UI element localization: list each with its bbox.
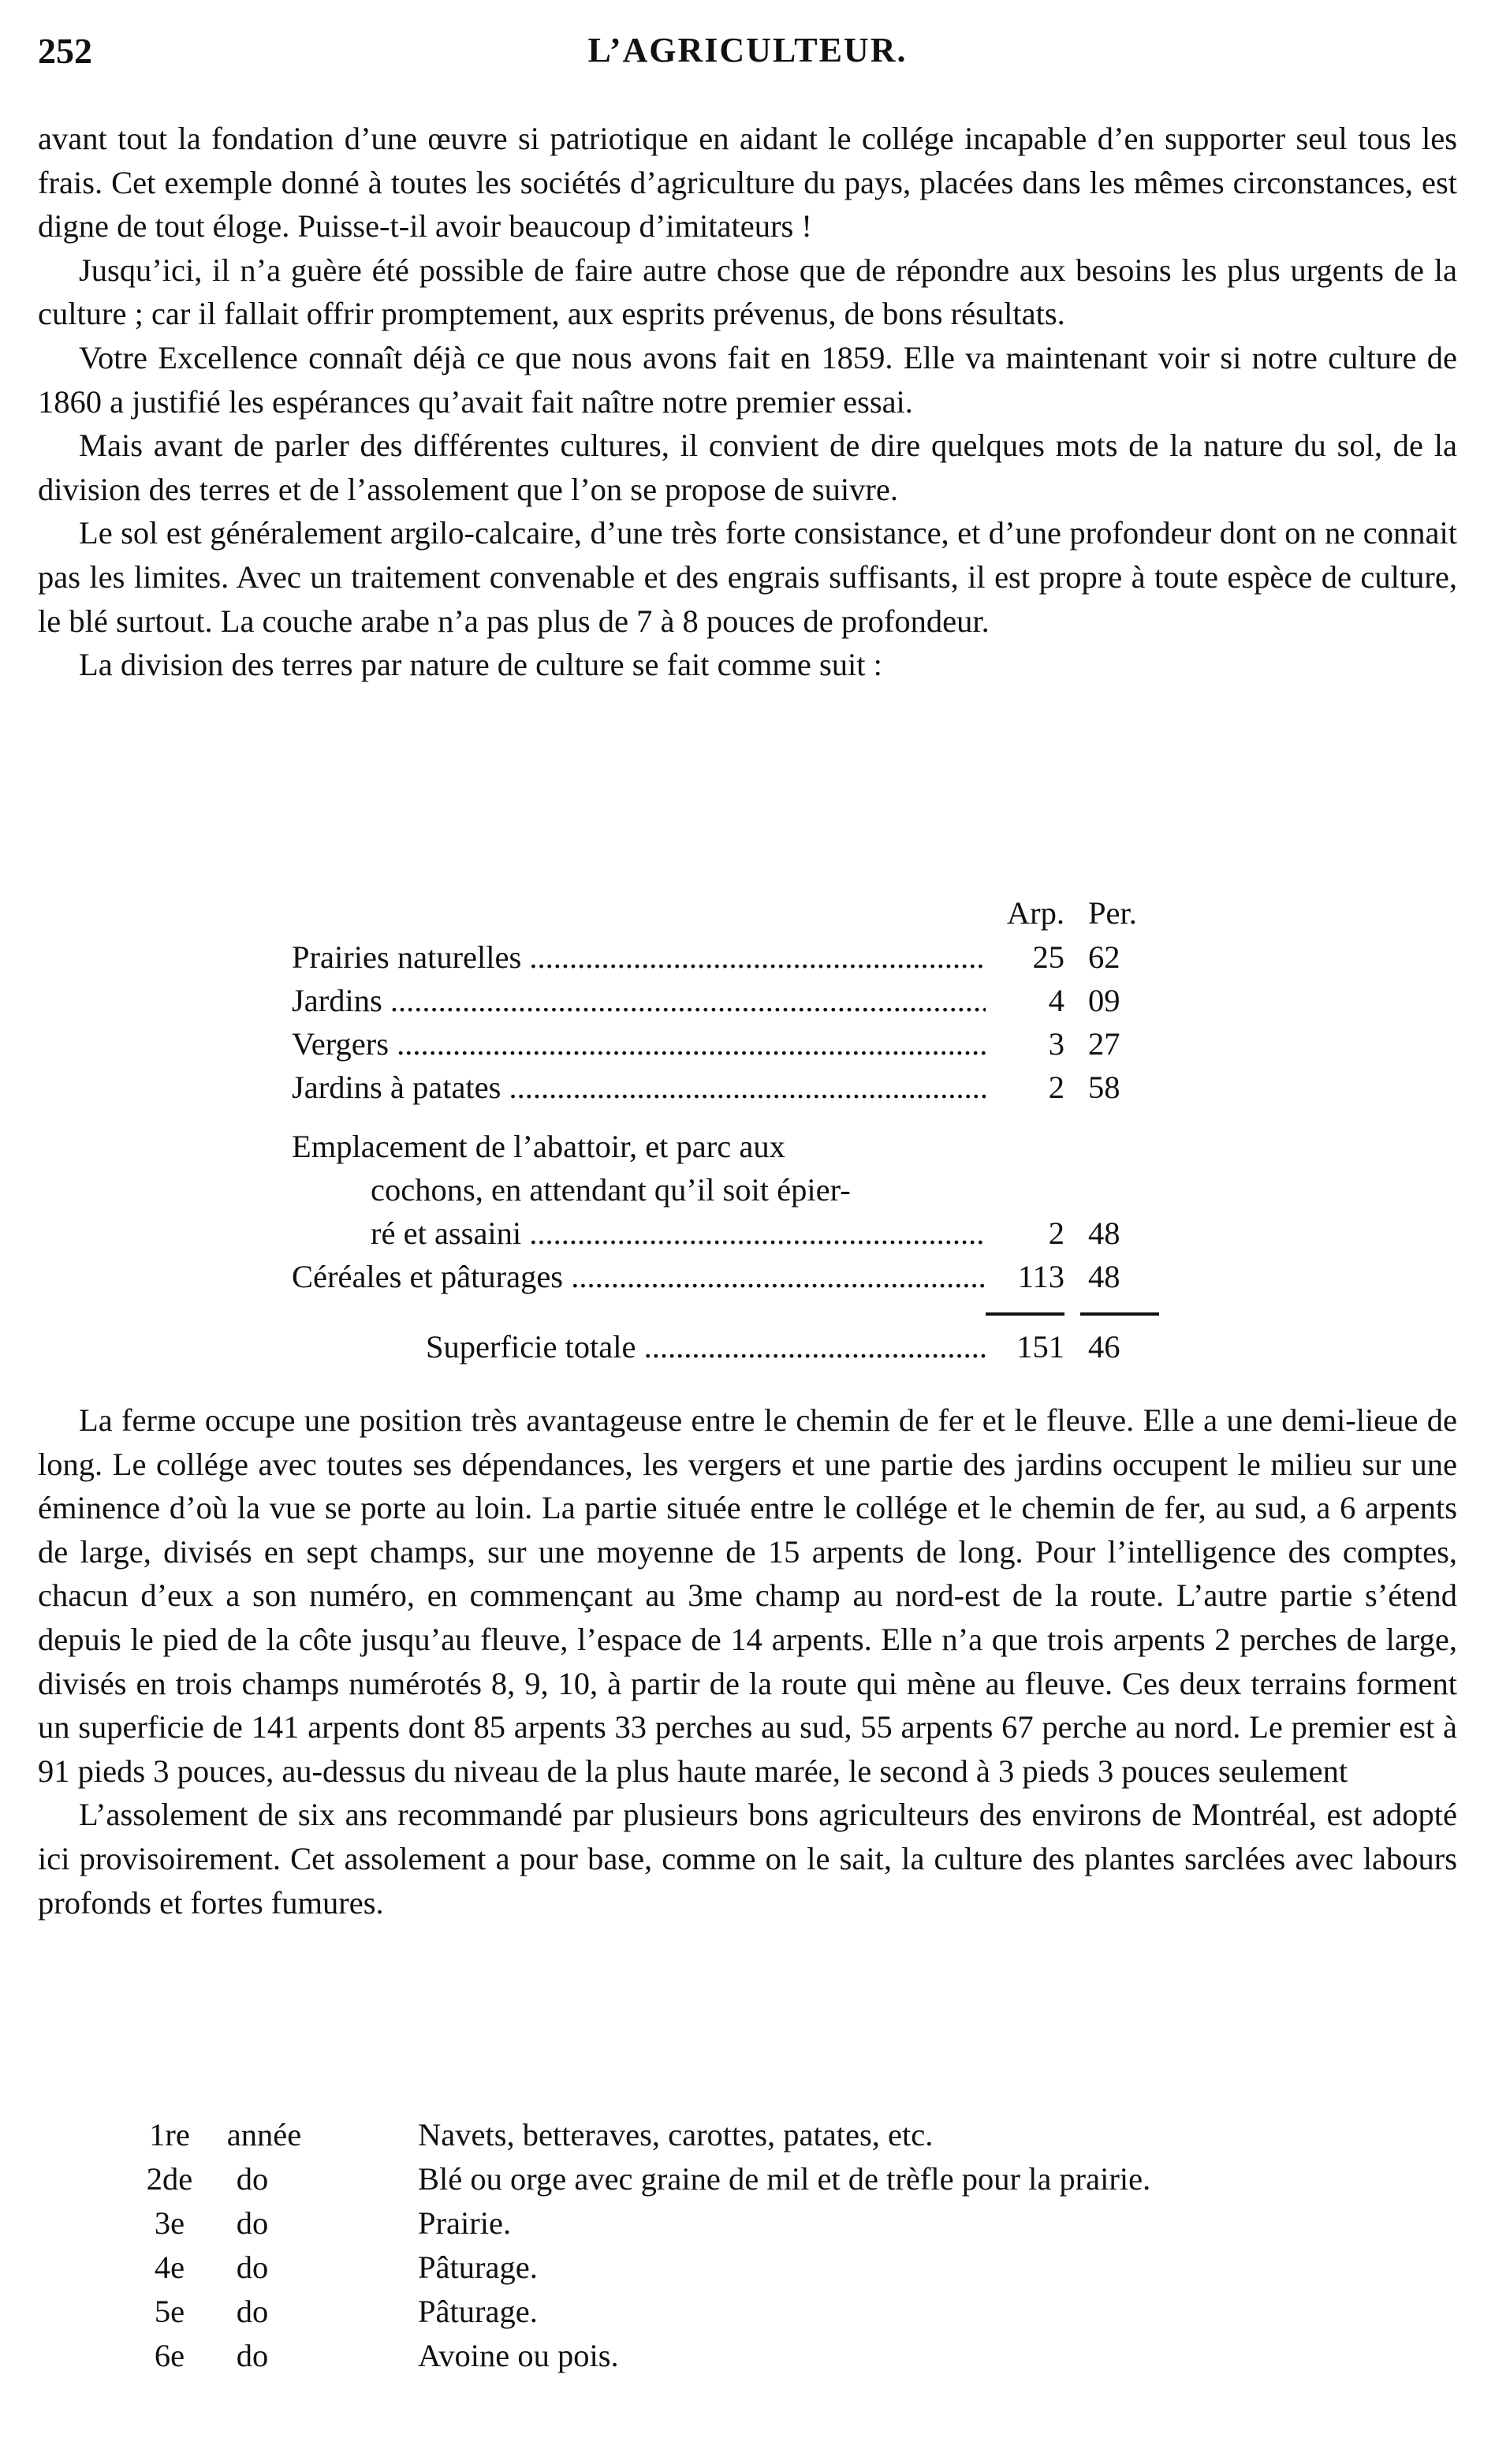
row-perches: 58 — [1088, 1070, 1120, 1105]
row-arpents: 2 — [1048, 1070, 1064, 1105]
table-header — [292, 894, 1167, 939]
paragraph: Votre Excellence connaît déjà ce que nous avons fait en 1859. Elle va maintenant voir si notre culture de 1860 a justifié les espérances qu’avait fait naître notre premier essai. — [38, 339, 1457, 420]
ditto-mark: do — [236, 2161, 269, 2197]
crop-description: Pâturage. — [418, 2294, 538, 2329]
paragraph: Jusqu’ici, il n’a guère été possible de faire autre chose que de répondre aux besoins les plus urgents de la culture ; car il fallait offrir promptement, aux esprits prévenus, de bons résultats. — [38, 252, 1457, 332]
row-label: ré et assaini ..... — [292, 1215, 986, 1252]
paragraph: La division des terres par nature de culture se fait comme suit : — [79, 647, 882, 683]
row-arpents: 25 — [1032, 939, 1064, 975]
list-item — [126, 2116, 1467, 2160]
row-arpents: 113 — [1017, 1259, 1064, 1294]
column-header-arpents: Arp. — [1006, 895, 1064, 931]
list-item — [126, 2249, 1467, 2293]
row-arpents: 3 — [1048, 1026, 1064, 1062]
table-row — [292, 1069, 1167, 1112]
sum-rule — [1080, 1312, 1159, 1316]
row-label: Céréales et pâturages ..... — [292, 1258, 986, 1295]
column-header-perches: Per. — [1088, 895, 1137, 931]
page-header — [38, 30, 1457, 85]
paragraph: avant tout la fondation d’une œuvre si patriotique en aidant le collége incapable d’en supporter seul tous les frais. Cet exemple donné à toutes les sociétés d’agriculture du pays, placées dans les mêmes circonstances, est digne de tout éloge. Puisse-t-il avoir beaucoup d’imitateurs ! — [38, 121, 1457, 245]
year-ordinal: 1re — [149, 2117, 190, 2152]
crop-description: Pâturage. — [418, 2249, 538, 2285]
table-row — [292, 939, 1167, 982]
crop-description: Prairie. — [418, 2205, 512, 2241]
list-item — [126, 2337, 1467, 2381]
row-label: cochons, en attendant qu’il soit épier- — [371, 1172, 851, 1208]
list-item — [126, 2160, 1467, 2205]
table-row — [292, 1025, 1167, 1069]
ditto-mark: do — [236, 2205, 269, 2241]
row-perches: 09 — [1088, 983, 1120, 1018]
year-ordinal: 5e — [154, 2294, 185, 2329]
ditto-mark: do — [236, 2294, 269, 2329]
table-row — [292, 982, 1167, 1025]
ditto-mark: do — [236, 2249, 269, 2285]
list-item — [126, 2205, 1467, 2249]
row-label: Superficie totale ..... — [426, 1328, 986, 1365]
row-perches: 62 — [1088, 939, 1120, 975]
ditto-mark: do — [236, 2338, 269, 2373]
row-perches: 48 — [1088, 1259, 1120, 1294]
paragraph: Le sol est généralement argilo-calcaire, d’une très forte consistance, et d’une profondeur dont on ne connait pas les limites. Avec un traitement convenable et des engrais suffisants, il est propre à toute espèce de culture, le blé surtout. La couche arabe n’a pas plus de 7 à 8 pouces de profondeur. — [38, 515, 1457, 639]
table-row-abattoir-line2 — [292, 1171, 1167, 1215]
sum-rule — [986, 1312, 1064, 1316]
text-block-before-table — [38, 117, 1457, 687]
row-perches: 27 — [1088, 1026, 1120, 1062]
text-block-after-table — [38, 1398, 1457, 1925]
page-number: 252 — [38, 31, 92, 71]
list-item — [126, 2293, 1467, 2337]
paragraph: L’assolement de six ans recommandé par plusieurs bons agriculteurs des environs de Montréal, est adopté ici provisoirement. Cet assolement a pour base, comme on le sait, la culture des plantes sarclées avec labours profonds et fortes fumures. — [38, 1797, 1457, 1921]
table-row — [292, 1258, 1167, 1301]
row-arpents: 4 — [1048, 983, 1064, 1018]
year-ordinal: 2de — [146, 2161, 193, 2197]
row-label: Prairies naturelles ..... — [292, 939, 986, 976]
row-arpents: 2 — [1048, 1215, 1064, 1251]
crop-description: Avoine ou pois. — [418, 2338, 619, 2373]
running-title: L’AGRICULTEUR. — [587, 31, 908, 69]
row-arpents: 151 — [1016, 1329, 1064, 1365]
paragraph: Mais avant de parler des différentes cultures, il convient de dire quelques mots de la nature du sol, de la division des terres et de l’assolement que l’on se propose de suivre. — [38, 427, 1457, 507]
crop-description: Blé ou orge avec graine de mil et de trèfle pour la prairie. — [418, 2161, 1151, 2197]
paragraph: La ferme occupe une position très avantageuse entre le chemin de fer et le fleuve. Elle a une demi-lieue de long. Le collége avec toutes ses dépendances, les vergers et une partie des jardins occupent le milieu sur une éminence d’où la vue se porte au loin. La partie située entre le collége et le chemin de fer, au sud, a 6 arpents de large, divisés en sept champs, sur une moyenne de 15 arpents de long. Pour l’intelligence des comptes, chacun d’eux a son numéro, en commençant au 3me champ au nord-est de la route. L’autre partie s’étend depuis le pied de la côte jusqu’au fleuve, l’espace de 14 arpents. Elle n’a que trois arpents 2 perches de large, divisés en trois champs numérotés 8, 9, 10, à partir de la route qui mène au fleuve. Ces deux terrains forment un superficie de 141 arpents dont 85 arpents 33 perches au sud, 55 arpents 67 perche au nord. Le premier est à 91 pieds 3 pouces, au-dessus du niveau de la plus haute marée, le second à 3 pieds 3 pouces seulement — [38, 1402, 1457, 1789]
year-ordinal: 4e — [154, 2249, 185, 2285]
row-label: Emplacement de l’abattoir, et parc aux — [292, 1129, 785, 1164]
row-perches: 48 — [1088, 1215, 1120, 1251]
row-perches: 46 — [1088, 1329, 1120, 1365]
year-ordinal: 6e — [154, 2338, 185, 2373]
row-label: Jardins ..... — [292, 982, 986, 1019]
table-row-total — [292, 1328, 1167, 1372]
row-label: Jardins à patates ..... — [292, 1069, 986, 1106]
row-label: Vergers ..... — [292, 1025, 986, 1062]
year-ordinal: 3e — [154, 2205, 185, 2241]
table-row-abattoir-line1 — [292, 1128, 1167, 1171]
crop-description: Navets, betteraves, carottes, patates, etc. — [418, 2117, 934, 2152]
table-row-abattoir-line3 — [292, 1215, 1167, 1258]
year-word: année — [226, 2117, 302, 2152]
